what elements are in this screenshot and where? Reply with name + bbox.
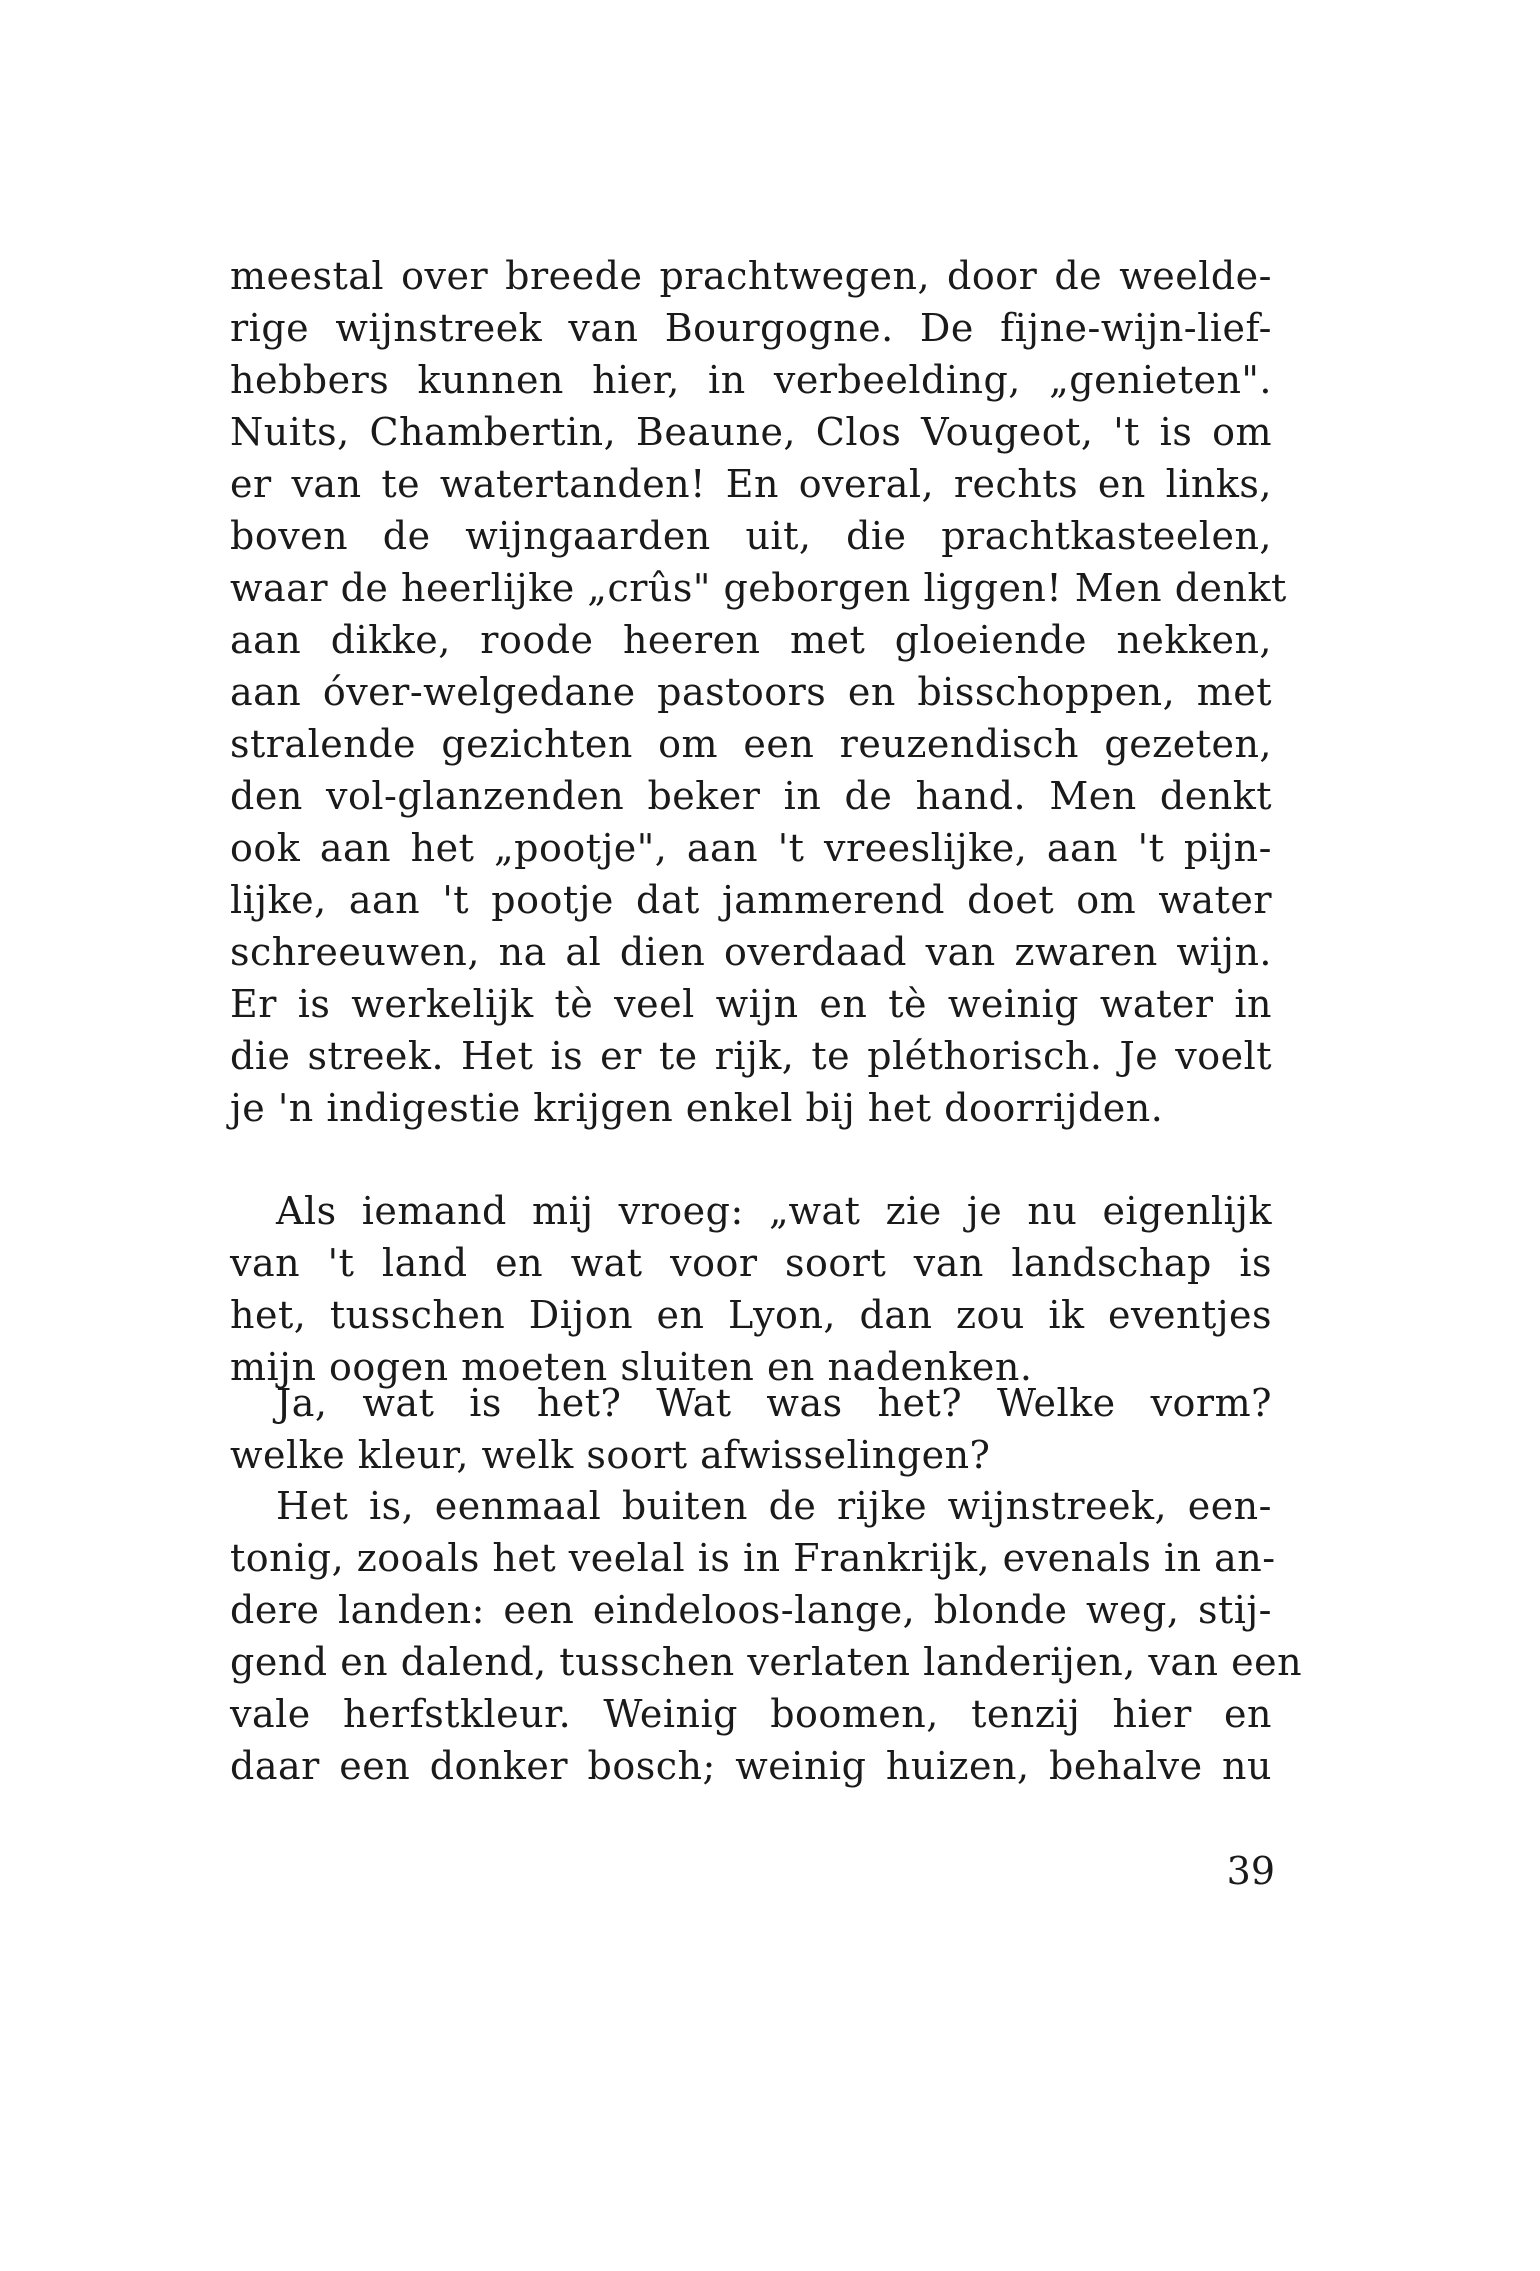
text-line: je 'n indigestie krijgen enkel bij het doorrijden. (230, 1086, 1164, 1130)
text-line: Het is, eenmaal buiten de rijke wijnstreek, een- (276, 1484, 1272, 1528)
text-line: daar een donker bosch; weinig huizen, behalve nu (230, 1744, 1272, 1788)
text-line: hebbers kunnen hier, in verbeelding, „genieten". (230, 358, 1272, 402)
text-line: lijke, aan 't pootje dat jammerend doet om water (230, 878, 1272, 922)
text-line: gend en dalend, tusschen verlaten landerijen, van een (230, 1640, 1303, 1684)
text-line: dere landen: een eindeloos-lange, blonde weg, stij- (230, 1588, 1272, 1632)
text-line: Ja, wat is het? Wat was het? Welke vorm? (276, 1381, 1272, 1425)
text-line: van 't land en wat voor soort van landschap is (230, 1241, 1272, 1285)
text-line: boven de wijngaarden uit, die prachtkasteelen, (230, 514, 1272, 558)
text-line: meestal over breede prachtwegen, door de weelde- (230, 254, 1272, 298)
text-line: ook aan het „pootje", aan 't vreeslijke, aan 't pijn- (230, 826, 1272, 870)
paragraph-1 (230, 250, 1287, 1134)
text-line: vale herfstkleur. Weinig boomen, tenzij hier en (230, 1692, 1272, 1736)
text-line: die streek. Het is er te rijk, te pléthorisch. Je voelt (230, 1034, 1272, 1078)
text-line: het, tusschen Dijon en Lyon, dan zou ik eventjes (230, 1293, 1272, 1337)
text-line: den vol-glanzenden beker in de hand. Men denkt (230, 774, 1272, 818)
paragraph-2 (230, 1185, 1272, 1393)
text-line: schreeuwen, na al dien overdaad van zwaren wijn. (230, 930, 1272, 974)
text-line: waar de heerlijke „crûs" geborgen liggen! Men denkt (230, 566, 1287, 610)
text-line: aan dikke, roode heeren met gloeiende nekken, (230, 618, 1272, 662)
text-line: mijn oogen moeten sluiten en nadenken. (230, 1345, 1033, 1389)
text-line: er van te watertanden! En overal, rechts en links, (230, 462, 1272, 506)
text-line: aan óver-welgedane pastoors en bisschoppen, met (230, 670, 1272, 714)
text-line: tonig, zooals het veelal is in Frankrijk, evenals in an- (230, 1536, 1276, 1580)
paragraph-3 (230, 1377, 1272, 1481)
paragraph-4 (230, 1480, 1303, 1792)
text-line: Als iemand mij vroeg: „wat zie je nu eigenlijk (276, 1189, 1272, 1233)
text-line: welke kleur, welk soort afwisselingen? (230, 1433, 991, 1477)
text-line: stralende gezichten om een reuzendisch gezeten, (230, 722, 1272, 766)
text-line: Nuits, Chambertin, Beaune, Clos Vougeot, 't is om (230, 410, 1272, 454)
text-line: Er is werkelijk tè veel wijn en tè weinig water in (230, 982, 1272, 1026)
page-number: 39 (1226, 1849, 1275, 1893)
text-line: rige wijnstreek van Bourgogne. De fijne-wijn-lief- (230, 306, 1272, 350)
